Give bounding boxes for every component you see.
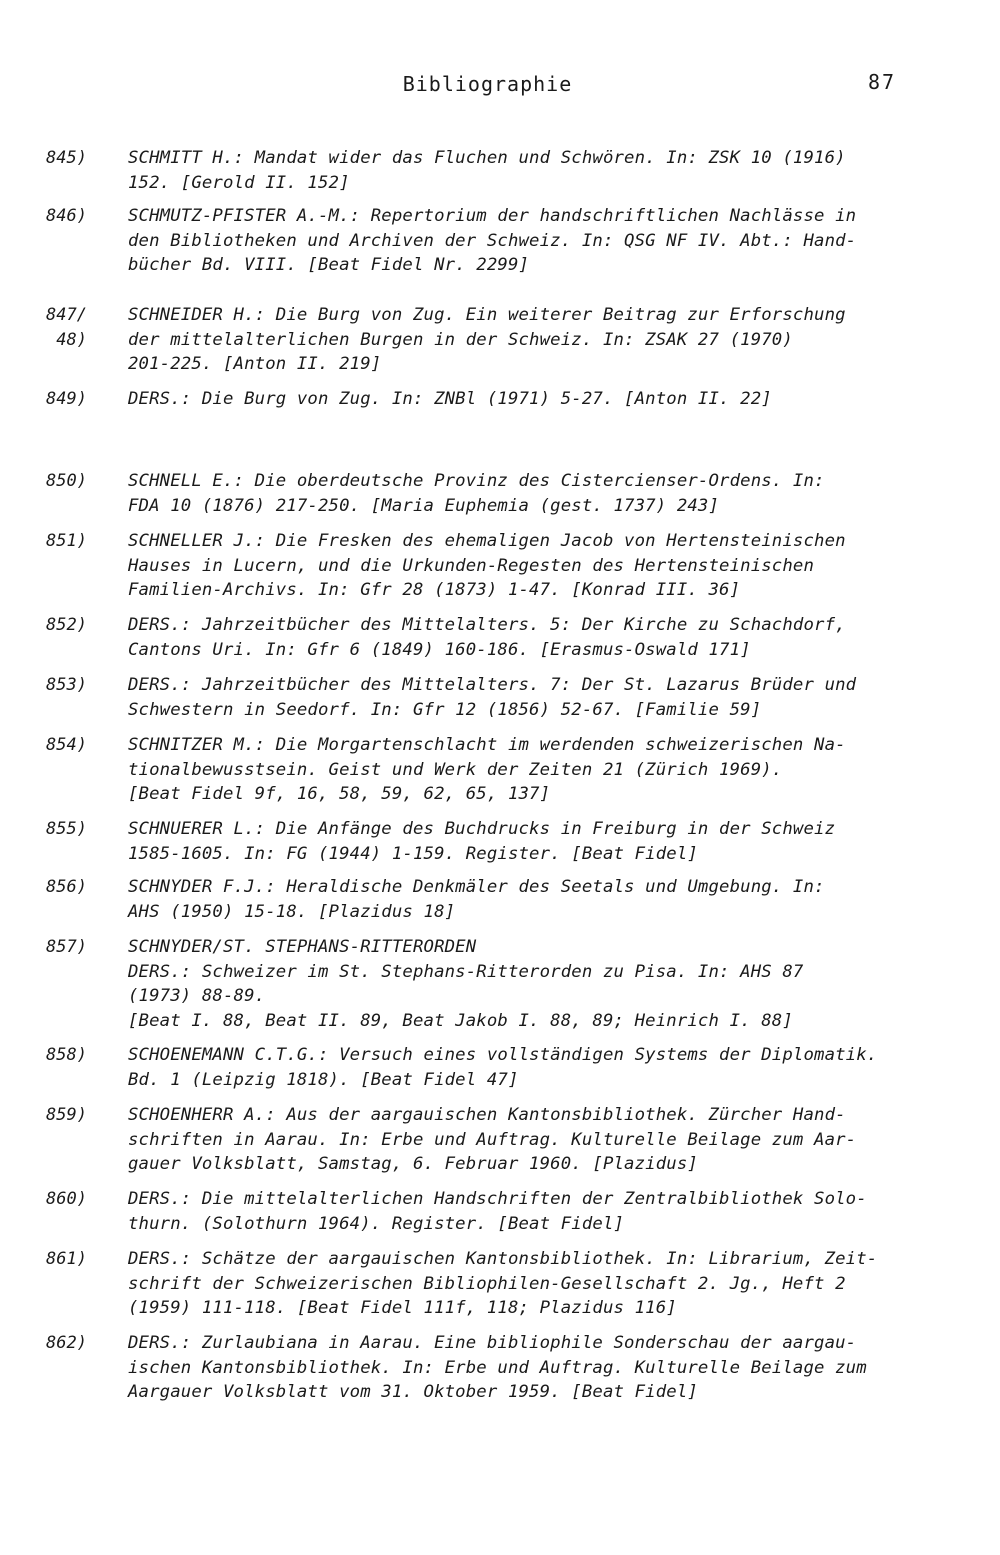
entry-line: (1973) 88-89. xyxy=(128,986,266,1006)
entry-line: Hauses in Lucern, und die Urkunden-Regesten des Hertensteinischen xyxy=(128,555,815,576)
entry-line: SCHNUERER L.: Die Anfänge des Buchdrucks in Freiburg in der Schweiz xyxy=(128,819,836,839)
page-number: 87 xyxy=(868,70,897,94)
entry-line: Aargauer Volksblatt vom 31. Oktober 1959. [Beat Fidel] xyxy=(128,1382,698,1402)
entry-text xyxy=(128,1247,948,1321)
entry-line: DERS.: Jahrzeitbücher des Mittelalters. 5: Der Kirche zu Schachdorf, xyxy=(128,615,846,635)
entry-number: 858) xyxy=(46,1045,87,1065)
entry-line: SCHNITZER M.: Die Morgartenschlacht im werdenden schweizerischen Na- xyxy=(128,735,846,755)
entry-text xyxy=(128,1187,948,1236)
entry-line: schriften in Aarau. In: Erbe und Auftrag. Kulturelle Beilage zum Aar- xyxy=(128,1129,857,1150)
entry-line: SCHNELL E.: Die oberdeutsche Provinz des Cistercienser-Ordens. In: xyxy=(128,471,825,491)
entry-text xyxy=(128,817,948,866)
entry-number: 846) xyxy=(46,206,87,226)
entry-line: tionalbewusstsein. Geist und Werk der Zeiten 21 (Zürich 1969). xyxy=(128,759,783,780)
entry-number: 851) xyxy=(46,531,87,551)
entry-text xyxy=(128,1103,948,1177)
entry-number: 859) xyxy=(46,1105,87,1125)
entry-line: SCHOENEMANN C.T.G.: Versuch eines vollständigen Systems der Diplomatik. xyxy=(128,1045,878,1065)
entry-number: 845) xyxy=(46,148,87,168)
entry-text xyxy=(128,303,948,377)
entry-line: den Bibliotheken und Archiven der Schweiz. In: QSG NF IV. Abt.: Hand- xyxy=(128,230,857,251)
entry-number: 852) xyxy=(46,615,87,635)
entry-line: 201-225. [Anton II. 219] xyxy=(128,354,382,374)
entry-number: 857) xyxy=(46,937,87,957)
entry-text xyxy=(128,935,948,1033)
entry-text xyxy=(128,204,948,278)
entry-line: SCHMUTZ-PFISTER A.-M.: Repertorium der handschriftlichen Nachlässe in xyxy=(128,206,857,226)
entry-line: AHS (1950) 15-18. [Plazidus 18] xyxy=(128,901,456,922)
entry-number: 861) xyxy=(46,1249,87,1269)
entry-line: der mittelalterlichen Burgen in der Schweiz. In: ZSAK 27 (1970) xyxy=(128,329,793,350)
entry-line: gauer Volksblatt, Samstag, 6. Februar 1960. [Plazidus] xyxy=(128,1154,698,1174)
entry-line: DERS.: Schätze der aargauischen Kantonsbibliothek. In: Librarium, Zeit- xyxy=(128,1249,878,1269)
entry-line: SCHNEIDER H.: Die Burg von Zug. Ein weiterer Beitrag zur Erforschung xyxy=(128,305,846,325)
entry-text xyxy=(128,469,948,518)
entry-number: 862) xyxy=(46,1333,87,1353)
entry-line: SCHMITT H.: Mandat wider das Fluchen und Schwören. In: ZSK 10 (1916) xyxy=(128,148,846,168)
entry-text xyxy=(128,673,948,722)
entry-line: schrift der Schweizerischen Bibliophilen-Gesellschaft 2. Jg., Heft 2 xyxy=(128,1273,846,1294)
entry-number: 856) xyxy=(46,877,87,897)
entry-line: Schwestern in Seedorf. In: Gfr 12 (1856) 52-67. [Familie 59] xyxy=(128,699,762,720)
entry-line: [Beat Fidel 9f, 16, 58, 59, 62, 65, 137] xyxy=(128,784,551,804)
entry-line: ischen Kantonsbibliothek. In: Erbe und Auftrag. Kulturelle Beilage zum xyxy=(128,1357,867,1378)
entry-number: 860) xyxy=(46,1189,87,1209)
entry-number: 847/ 48) xyxy=(46,305,87,350)
entry-number: 850) xyxy=(46,471,87,491)
entry-line: [Beat I. 88, Beat II. 89, Beat Jakob I. 88, 89; Heinrich I. 88] xyxy=(128,1010,793,1031)
entry-line: DERS.: Schweizer im St. Stephans-Ritterorden zu Pisa. In: AHS 87 xyxy=(128,961,804,982)
entry-number: 855) xyxy=(46,819,87,839)
entry-text xyxy=(128,529,948,603)
entry-line: Bd. 1 (Leipzig 1818). [Beat Fidel 47] xyxy=(128,1069,519,1090)
page-title: Bibliographie xyxy=(402,72,573,96)
entry-line: DERS.: Die mittelalterlichen Handschriften der Zentralbibliothek Solo- xyxy=(128,1189,867,1209)
entry-line: thurn. (Solothurn 1964). Register. [Beat Fidel] xyxy=(128,1213,625,1234)
entry-text xyxy=(128,1043,948,1092)
entry-line: DERS.: Zurlaubiana in Aarau. Eine bibliophile Sonderschau der aargau- xyxy=(128,1333,857,1353)
entry-number: 849) xyxy=(46,389,87,409)
entry-line: Familien-Archivs. In: Gfr 28 (1873) 1-47. [Konrad III. 36] xyxy=(128,580,741,600)
entry-text xyxy=(128,733,948,807)
entry-line: Cantons Uri. In: Gfr 6 (1849) 160-186. [Erasmus-Oswald 171] xyxy=(128,639,751,660)
entry-text xyxy=(128,387,948,412)
entry-line: SCHNYDER/ST. STEPHANS-RITTERORDEN xyxy=(128,937,477,957)
entry-number: 853) xyxy=(46,675,87,695)
entry-line: SCHOENHERR A.: Aus der aargauischen Kantonsbibliothek. Zürcher Hand- xyxy=(128,1105,846,1125)
entry-line: (1959) 111-118. [Beat Fidel 111f, 118; Plazidus 116] xyxy=(128,1298,677,1318)
entry-line: 152. [Gerold II. 152] xyxy=(128,172,350,193)
entry-line: FDA 10 (1876) 217-250. [Maria Euphemia (gest. 1737) 243] xyxy=(128,495,720,516)
entry-text xyxy=(128,613,948,662)
entry-line: SCHNYDER F.J.: Heraldische Denkmäler des Seetals und Umgebung. In: xyxy=(128,877,825,897)
entry-number: 854) xyxy=(46,735,87,755)
entry-line: SCHNELLER J.: Die Fresken des ehemaligen Jacob von Hertensteinischen xyxy=(128,531,846,551)
entry-line: bücher Bd. VIII. [Beat Fidel Nr. 2299] xyxy=(128,255,530,275)
entry-line: 1585-1605. In: FG (1944) 1-159. Register. [Beat Fidel] xyxy=(128,843,698,864)
entry-line: DERS.: Die Burg von Zug. In: ZNBl (1971) 5-27. [Anton II. 22] xyxy=(128,389,772,409)
entry-text xyxy=(128,1331,948,1405)
entry-text xyxy=(128,875,948,924)
entry-text xyxy=(128,146,948,195)
entry-line: DERS.: Jahrzeitbücher des Mittelalters. 7: Der St. Lazarus Brüder und xyxy=(128,675,857,695)
